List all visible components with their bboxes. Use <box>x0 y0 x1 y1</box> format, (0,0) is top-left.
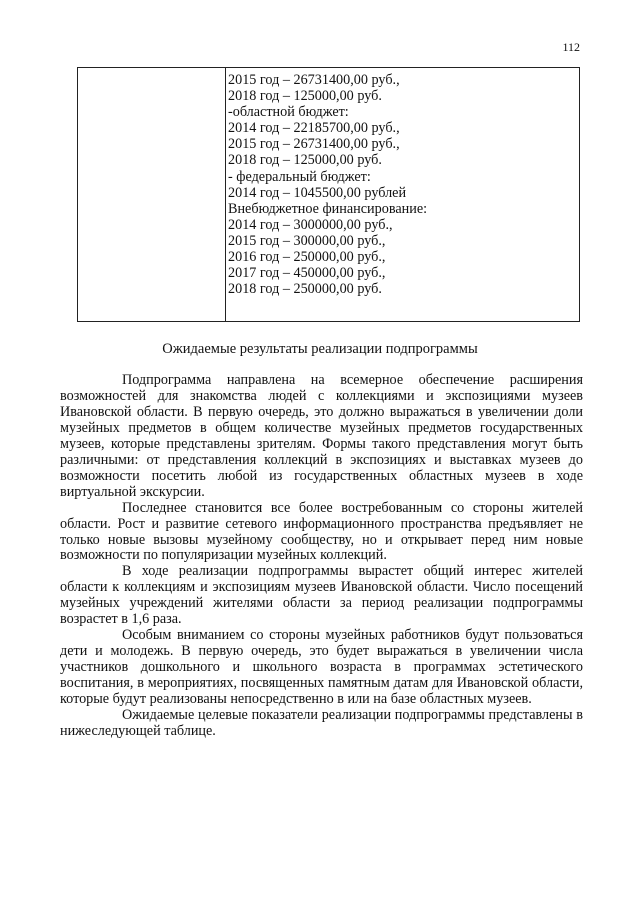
section-body <box>60 373 583 740</box>
funding-line: 2015 год – 26731400,00 руб., <box>228 72 400 88</box>
funding-line: 2018 год – 250000,00 руб. <box>228 281 382 298</box>
paragraph: В ходе реализации подпрограммы вырастет общий интерес жителей области к коллекциям и экспозициям музеев Ивановской области. Число посещений музейных учреждений жителями области за период реализации подпрограммы возрастет в 1,6 раза. <box>60 563 583 628</box>
funding-table-values-cell <box>226 68 579 321</box>
paragraph: Особым вниманием со стороны музейных работников будут пользоваться дети и молодежь. В первую очередь, это будет выражаться в увеличении числа участников дошкольного и школьного возраста в программах эстетического воспитания, в мероприятиях, посвященных памятным датам для Ивановской области, которые будут реализованы непосредственно в или на базе областных музеев. <box>60 627 583 708</box>
funding-line: 2017 год – 450000,00 руб., <box>228 265 386 282</box>
funding-line: - федеральный бюджет: <box>228 168 371 185</box>
funding-line: 2015 год – 26731400,00 руб., <box>228 136 400 153</box>
funding-line: 2014 год – 1045500,00 рублей <box>228 184 407 201</box>
funding-line: Внебюджетное финансирование: <box>228 200 428 217</box>
funding-line: 2015 год – 300000,00 руб., <box>228 232 386 249</box>
funding-line: 2016 год – 250000,00 руб., <box>228 249 386 266</box>
paragraph: Последнее становится все более востребованным со стороны жителей области. Рост и развитие сетевого информационного пространства предъявляет не только новые вызовы музейному сообществу, но и открывает перед ним новые возможности по популяризации музейных коллекций. <box>60 499 583 564</box>
funding-line: 2018 год – 125000,00 руб. <box>228 152 382 169</box>
funding-table <box>77 67 580 322</box>
funding-table-label-cell <box>78 68 226 321</box>
funding-line: 2014 год – 3000000,00 руб., <box>228 216 393 233</box>
paragraph: Подпрограмма направлена на всемерное обеспечение расширения возможностей для знакомства людей с коллекциями и экспозициями музеев Ивановской области. В первую очередь, это должно выражаться в увеличении доли музейных предметов в общем количестве музейных предметов государственных музеев, которые представлены зрителям. Формы такого представления могут быть различными: от представления коллекций в экспозициях и выставках музеев до возможности посетить любой из государственных областных музеев в ходе виртуальной экскурсии. <box>60 372 583 500</box>
funding-line: 2014 год – 22185700,00 руб., <box>228 120 400 137</box>
funding-line: 2018 год – 125000,00 руб. <box>228 88 382 105</box>
page-number: 112 <box>562 40 580 54</box>
section-heading: Ожидаемые результаты реализации подпрограммы <box>162 341 478 357</box>
funding-line: -областной бюджет: <box>228 104 349 121</box>
paragraph: Ожидаемые целевые показатели реализации подпрограммы представлены в нижеследующей таблице. <box>60 707 583 739</box>
